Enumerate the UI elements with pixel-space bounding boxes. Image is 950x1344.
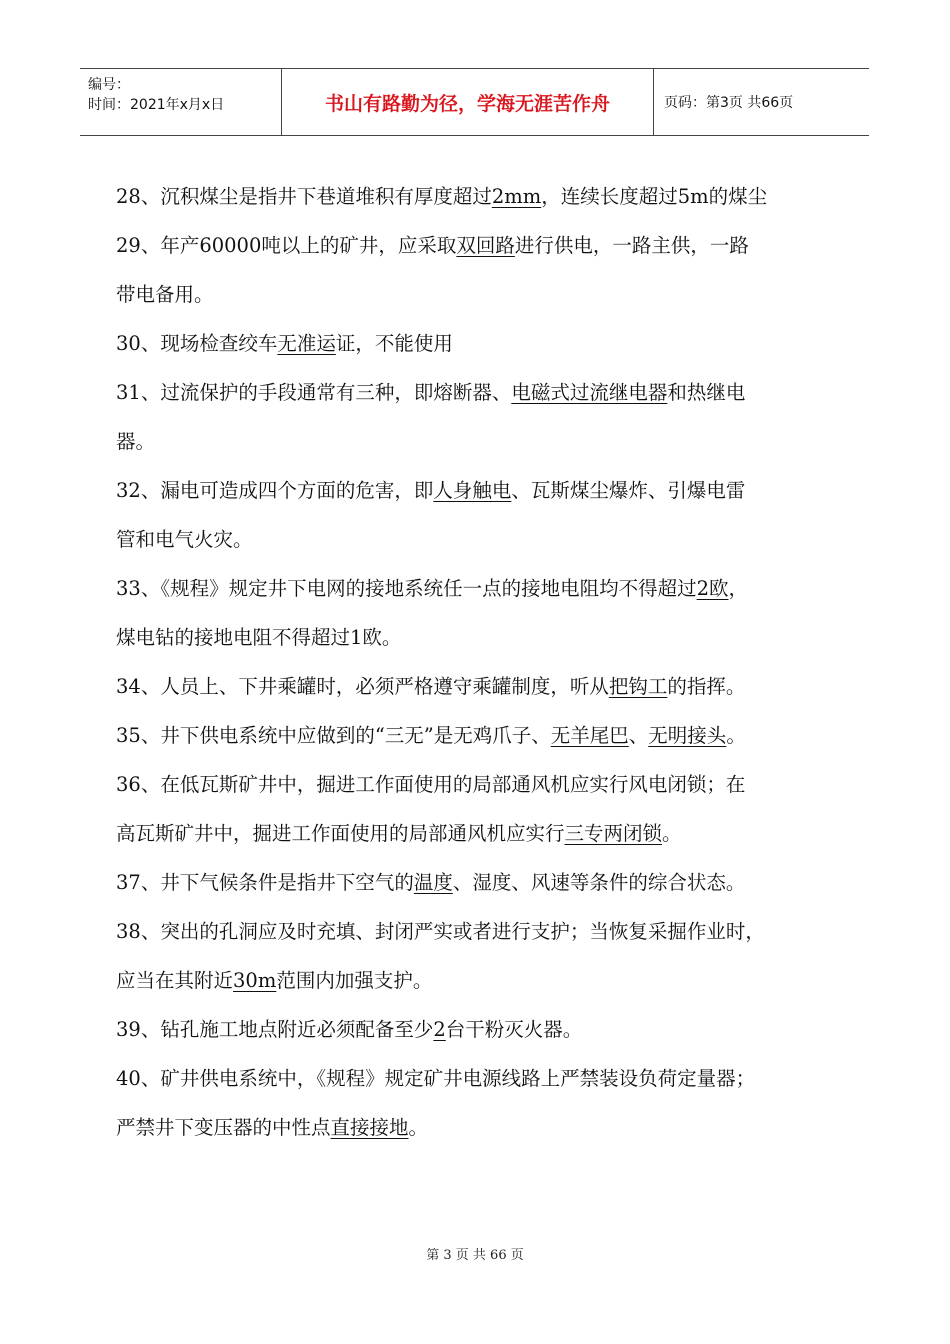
text-line <box>116 613 846 662</box>
answer-text: 电磁式过流继电器 <box>511 381 668 404</box>
text-line <box>116 907 846 956</box>
line-text: 29、年产60000吨以上的矿井，应采取 <box>116 234 457 257</box>
text-line <box>116 662 846 711</box>
text-line <box>116 368 846 417</box>
text-line <box>116 956 846 1005</box>
header-page-info: 页码：第3页 共66页 <box>664 95 794 111</box>
line-text: 应当在其附近 <box>116 969 234 992</box>
text-line <box>116 711 846 760</box>
line-text: 40、矿井供电系统中，《规程》规定矿井电源线路上严禁装设负荷定量器； <box>116 1067 756 1090</box>
text-line <box>116 270 846 319</box>
answer-text: 把钩工 <box>608 675 668 698</box>
answer-text: 30m <box>233 969 277 992</box>
line-text: 、 <box>628 724 649 747</box>
answer-text: 双回路 <box>456 234 515 257</box>
line-text: 38、突出的孔洞应及时充填、封闭严实或者进行支护；当恢复采掘作业时， <box>116 920 765 943</box>
answer-text: 直接接地 <box>330 1116 409 1139</box>
text-line <box>116 172 846 221</box>
text-line <box>116 760 846 809</box>
line-text: 33、《规程》规定井下电网的接地系统任一点的接地电阻均不得超过 <box>116 577 697 600</box>
answer-text: 2欧 <box>696 577 729 600</box>
text-line <box>116 858 846 907</box>
text-line <box>116 466 846 515</box>
line-text: 范围内加强支护。 <box>276 969 433 992</box>
answer-text: 人身触电 <box>433 479 512 502</box>
line-text: 进行供电，一路主供，一路 <box>514 234 749 257</box>
line-text: 35、井下供电系统中应做到的“三无”是无鸡爪子、 <box>116 724 551 747</box>
answer-text: 温度 <box>413 871 453 894</box>
answer-text: 2mm <box>491 185 542 208</box>
text-line <box>116 1103 846 1152</box>
line-text: 。 <box>408 1116 429 1139</box>
line-text: 、湿度、风速等条件的综合状态。 <box>452 871 746 894</box>
line-text: 30、现场检查绞车 <box>116 332 278 355</box>
line-text: 和热继电 <box>667 381 746 404</box>
answer-text: 无明接头 <box>648 724 727 747</box>
answer-text: 三专两闭锁 <box>564 822 663 845</box>
line-text: 带电备用。 <box>116 283 214 306</box>
line-text: 。 <box>726 724 746 747</box>
line-text: 39、钻孔施工地点附近必须配备至少 <box>116 1018 434 1041</box>
line-text: 、瓦斯煤尘爆炸、引爆电雷 <box>511 479 746 502</box>
answer-text: 无准运 <box>277 332 336 355</box>
line-text: 37、井下气候条件是指井下空气的 <box>116 871 414 894</box>
number-label: 编号： <box>88 77 130 93</box>
line-text: 管和电气火灾。 <box>116 528 253 551</box>
page-footer: 第 3 页 共 66 页 <box>426 1248 524 1263</box>
text-line <box>116 221 846 270</box>
text-line <box>116 319 846 368</box>
line-text: 台干粉灭火器。 <box>445 1018 583 1041</box>
answer-text: 2 <box>433 1018 446 1041</box>
line-text: 煤电钻的接地电阻不得超过1欧。 <box>116 626 402 649</box>
text-line <box>116 564 846 613</box>
line-text: 28、沉积煤尘是指井下巷道堆积有厚度超过 <box>116 185 492 208</box>
line-text: 。 <box>662 822 682 845</box>
header-motto: 书山有路勤为径，学海无涯苦作舟 <box>282 69 654 135</box>
answer-text: 无羊尾巴 <box>550 724 629 747</box>
header-meta <box>80 69 282 135</box>
line-text: 的指挥。 <box>667 675 746 698</box>
line-text: 36、在低瓦斯矿井中，掘进工作面使用的局部通风机应实行风电闭锁；在 <box>116 773 746 796</box>
text-line <box>116 417 846 466</box>
line-text: 严禁井下变压器的中性点 <box>116 1116 331 1139</box>
line-text: 34、人员上、下井乘罐时，必须严格遵守乘罐制度，听从 <box>116 675 609 698</box>
line-text: 31、过流保护的手段通常有三种，即熔断器、 <box>116 381 512 404</box>
line-text: ， <box>728 577 749 600</box>
page-header <box>80 68 869 136</box>
text-line <box>116 1054 846 1103</box>
document-body <box>116 172 846 1152</box>
text-line <box>116 515 846 564</box>
line-text: 高瓦斯矿井中，掘进工作面使用的局部通风机应实行 <box>116 822 565 845</box>
line-text: 器。 <box>116 430 156 453</box>
line-text: ，连续长度超过5m的煤尘 <box>541 185 768 208</box>
line-text: 证，不能使用 <box>335 332 453 355</box>
text-line <box>116 1005 846 1054</box>
line-text: 32、漏电可造成四个方面的危害，即 <box>116 479 434 502</box>
text-line <box>116 809 846 858</box>
time-label: 时间：2021年x月x日 <box>88 97 225 113</box>
